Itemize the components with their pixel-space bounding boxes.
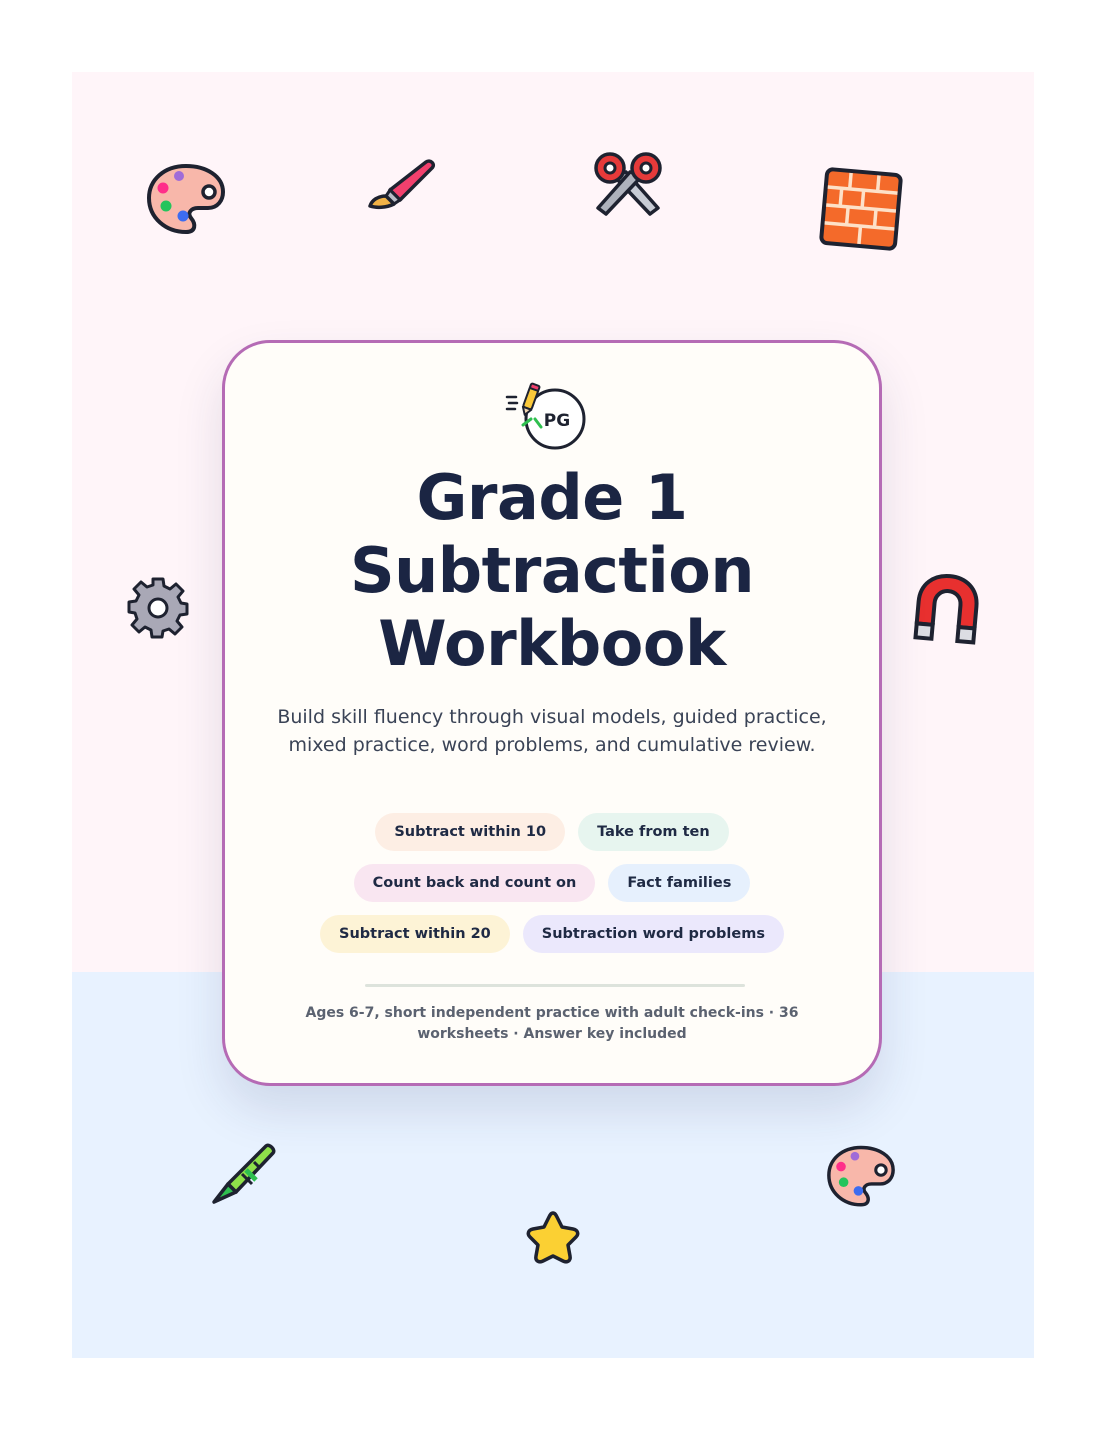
- crayon-icon: [206, 1140, 282, 1208]
- title-line-3: Workbook: [378, 607, 726, 680]
- topic-row: [225, 915, 879, 953]
- paintbrush-icon: [364, 156, 438, 212]
- workbook-details: Ages 6-7, short independent practice with adult check-ins · 36 worksheets · Answer key included: [305, 1005, 799, 1042]
- logo-icon: [505, 381, 591, 453]
- workbook-title: [225, 461, 879, 680]
- workbook-cover: [72, 72, 1034, 1358]
- scissors-icon: [592, 150, 664, 222]
- gear-icon: [126, 576, 190, 640]
- topic-chips: [225, 813, 879, 953]
- logo-text: PG: [543, 411, 571, 431]
- star-icon: [522, 1208, 584, 1270]
- topic-chip: Take from ten: [578, 813, 729, 851]
- title-line-2: Subtraction: [349, 534, 755, 607]
- topic-chip: Subtract within 10: [375, 813, 565, 851]
- magnet-icon: [912, 572, 982, 648]
- divider: [365, 984, 745, 987]
- topic-chip: Fact families: [608, 864, 750, 902]
- topic-chip: Subtract within 20: [320, 915, 510, 953]
- cover-card: [222, 340, 882, 1086]
- palette-icon: [826, 1144, 896, 1210]
- brick-wall-icon: [818, 166, 904, 252]
- topic-row: [225, 813, 879, 851]
- topic-chip: Count back and count on: [354, 864, 596, 902]
- title-line-1: Grade 1: [416, 461, 688, 534]
- topic-row: [225, 864, 879, 902]
- topic-chip: Subtraction word problems: [523, 915, 784, 953]
- workbook-description: Build skill fluency through visual models, guided practice, mixed practice, word problems, and cumulative review.: [277, 706, 827, 756]
- palette-icon: [146, 162, 226, 238]
